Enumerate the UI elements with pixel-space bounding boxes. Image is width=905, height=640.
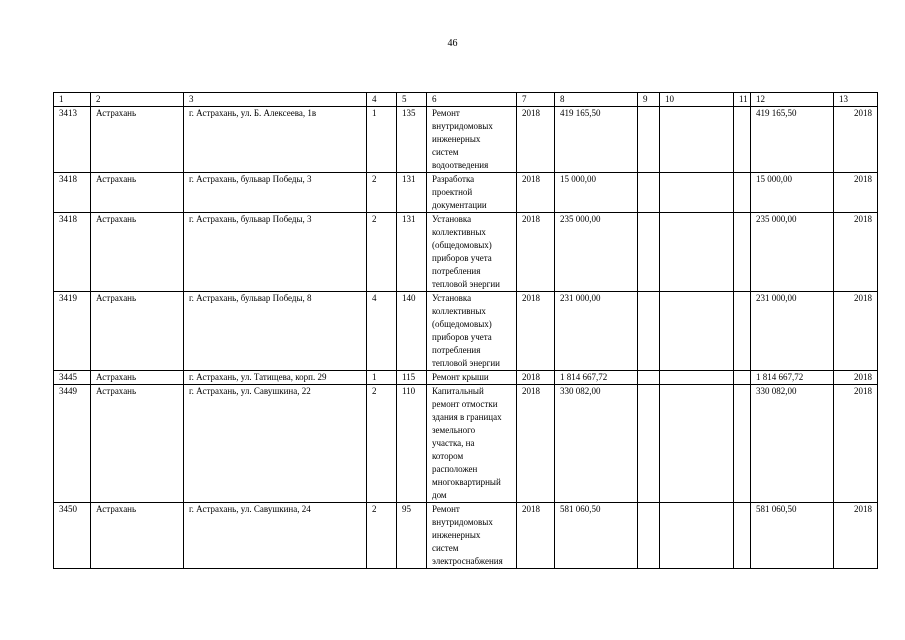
cell-col-11: [734, 292, 751, 371]
cell-col-1: 3450: [54, 503, 91, 569]
cell-col-13: 2018: [834, 385, 878, 503]
cell-col-8: 330 082,00: [555, 385, 638, 503]
cell-col-3: г. Астрахань, бульвар Победы, 3: [184, 213, 367, 292]
cell-col-8: 581 060,50: [555, 503, 638, 569]
cell-line: систем: [432, 543, 459, 553]
cell-line: документации: [432, 200, 487, 210]
column-header-13: 13: [834, 93, 878, 107]
cell-col-5: 110: [397, 385, 427, 503]
cell-col-5: 140: [397, 292, 427, 371]
cell-col-6: [427, 292, 517, 371]
cell-col-2: Астрахань: [91, 292, 184, 371]
cell-col-13: 2018: [834, 173, 878, 213]
column-header-12: 12: [751, 93, 834, 107]
cell-col-5: 135: [397, 107, 427, 173]
column-header-6: 6: [427, 93, 517, 107]
table-row: [54, 503, 878, 569]
cell-col-6: [427, 503, 517, 569]
table-row: [54, 385, 878, 503]
cell-col-8: 231 000,00: [555, 292, 638, 371]
cell-col-5: 115: [397, 371, 427, 385]
cell-col-3: г. Астрахань, ул. Татищева, корп. 29: [184, 371, 367, 385]
cell-col-9: [638, 107, 660, 173]
cell-line: Ремонт крыши: [432, 372, 489, 382]
cell-col-13: 2018: [834, 292, 878, 371]
cell-col-9: [638, 371, 660, 385]
cell-line: потребления: [432, 345, 481, 355]
cell-col-4: 4: [367, 292, 397, 371]
column-header-10: 10: [660, 93, 734, 107]
cell-col-1: 3413: [54, 107, 91, 173]
cell-col-11: [734, 213, 751, 292]
table-body: [54, 107, 878, 569]
cell-col-10: [660, 213, 734, 292]
column-header-2: 2: [91, 93, 184, 107]
column-header-8: 8: [555, 93, 638, 107]
cell-col-12: 1 814 667,72: [751, 371, 834, 385]
cell-col-2: Астрахань: [91, 371, 184, 385]
cell-col-3: г. Астрахань, бульвар Победы, 3: [184, 173, 367, 213]
cell-col-5: 131: [397, 213, 427, 292]
cell-col-11: [734, 107, 751, 173]
cell-col-8: 235 000,00: [555, 213, 638, 292]
cell-col-12: 330 082,00: [751, 385, 834, 503]
cell-line: систем: [432, 147, 459, 157]
cell-col-8: 1 814 667,72: [555, 371, 638, 385]
cell-col-13: 2018: [834, 371, 878, 385]
cell-col-4: 2: [367, 213, 397, 292]
cell-col-7: 2018: [517, 173, 555, 213]
cell-col-10: [660, 292, 734, 371]
cell-line: инженерных: [432, 134, 481, 144]
cell-col-12: 231 000,00: [751, 292, 834, 371]
cell-col-6: [427, 213, 517, 292]
cell-col-1: 3449: [54, 385, 91, 503]
cell-col-3: г. Астрахань, ул. Савушкина, 24: [184, 503, 367, 569]
column-header-9: 9: [638, 93, 660, 107]
cell-col-8: 419 165,50: [555, 107, 638, 173]
cell-col-7: 2018: [517, 292, 555, 371]
cell-col-10: [660, 371, 734, 385]
cell-col-3: г. Астрахань, бульвар Победы, 8: [184, 292, 367, 371]
table-row: [54, 371, 878, 385]
cell-col-3: г. Астрахань, ул. Б. Алексеева, 1в: [184, 107, 367, 173]
cell-col-12: 419 165,50: [751, 107, 834, 173]
cell-line: ремонт отмостки: [432, 399, 498, 409]
cell-line: инженерных: [432, 530, 481, 540]
table-row: [54, 292, 878, 371]
cell-col-1: 3419: [54, 292, 91, 371]
cell-line: Разработка: [432, 174, 475, 184]
register-table: [53, 92, 878, 569]
cell-col-6: [427, 371, 517, 385]
cell-line: потребления: [432, 266, 481, 276]
cell-line: тепловой энергии: [432, 358, 500, 368]
cell-line: внутридомовых: [432, 517, 493, 527]
cell-col-1: 3418: [54, 173, 91, 213]
cell-col-13: 2018: [834, 213, 878, 292]
cell-col-1: 3445: [54, 371, 91, 385]
cell-col-12: 15 000,00: [751, 173, 834, 213]
cell-col-4: 1: [367, 371, 397, 385]
cell-col-9: [638, 213, 660, 292]
cell-line: Установка: [432, 214, 472, 224]
cell-col-12: 581 060,50: [751, 503, 834, 569]
cell-line: (общедомовых): [432, 240, 492, 250]
cell-col-9: [638, 385, 660, 503]
cell-col-9: [638, 503, 660, 569]
cell-col-10: [660, 385, 734, 503]
cell-col-11: [734, 385, 751, 503]
table-row: [54, 213, 878, 292]
cell-col-6: [427, 107, 517, 173]
cell-col-12: 235 000,00: [751, 213, 834, 292]
cell-col-11: [734, 503, 751, 569]
cell-line: дом: [432, 490, 447, 500]
cell-col-11: [734, 173, 751, 213]
cell-line: Ремонт: [432, 108, 460, 118]
cell-line: земельного: [432, 425, 476, 435]
cell-line: Капитальный: [432, 386, 484, 396]
cell-col-11: [734, 371, 751, 385]
table-row: [54, 173, 878, 213]
cell-col-10: [660, 173, 734, 213]
cell-col-6: [427, 173, 517, 213]
cell-line: котором: [432, 451, 464, 461]
cell-col-3: г. Астрахань, ул. Савушкина, 22: [184, 385, 367, 503]
cell-col-4: 1: [367, 107, 397, 173]
cell-col-5: 131: [397, 173, 427, 213]
cell-col-7: 2018: [517, 107, 555, 173]
cell-line: расположен: [432, 464, 478, 474]
cell-line: Установка: [432, 293, 472, 303]
cell-line: многоквартирный: [432, 477, 501, 487]
header-row: [54, 93, 878, 107]
cell-col-1: 3418: [54, 213, 91, 292]
cell-line: коллективных: [432, 306, 486, 316]
cell-line: здания в границах: [432, 412, 502, 422]
cell-col-10: [660, 503, 734, 569]
cell-line: электроснабжения: [432, 556, 503, 566]
cell-line: приборов учета: [432, 253, 492, 263]
cell-col-13: 2018: [834, 503, 878, 569]
cell-col-9: [638, 173, 660, 213]
cell-col-7: 2018: [517, 371, 555, 385]
column-header-1: 1: [54, 93, 91, 107]
cell-col-9: [638, 292, 660, 371]
cell-col-5: 95: [397, 503, 427, 569]
cell-col-2: Астрахань: [91, 213, 184, 292]
page-number: 46: [447, 38, 458, 49]
cell-line: коллективных: [432, 227, 486, 237]
table-row: [54, 107, 878, 173]
cell-line: приборов учета: [432, 332, 492, 342]
cell-col-13: 2018: [834, 107, 878, 173]
cell-col-2: Астрахань: [91, 107, 184, 173]
cell-col-7: 2018: [517, 213, 555, 292]
cell-line: участка, на: [432, 438, 475, 448]
column-header-4: 4: [367, 93, 397, 107]
cell-col-8: 15 000,00: [555, 173, 638, 213]
cell-line: водоотведения: [432, 160, 489, 170]
cell-col-7: 2018: [517, 385, 555, 503]
column-header-3: 3: [184, 93, 367, 107]
cell-col-7: 2018: [517, 503, 555, 569]
cell-col-2: Астрахань: [91, 173, 184, 213]
cell-col-2: Астрахань: [91, 385, 184, 503]
column-header-5: 5: [397, 93, 427, 107]
cell-line: проектной: [432, 187, 473, 197]
cell-col-4: 2: [367, 385, 397, 503]
cell-line: (общедомовых): [432, 319, 492, 329]
cell-col-4: 2: [367, 503, 397, 569]
cell-col-2: Астрахань: [91, 503, 184, 569]
cell-col-10: [660, 107, 734, 173]
cell-col-6: [427, 385, 517, 503]
column-header-7: 7: [517, 93, 555, 107]
column-header-11: 11: [734, 93, 751, 107]
cell-line: тепловой энергии: [432, 279, 500, 289]
cell-col-4: 2: [367, 173, 397, 213]
cell-line: Ремонт: [432, 504, 460, 514]
cell-line: внутридомовых: [432, 121, 493, 131]
